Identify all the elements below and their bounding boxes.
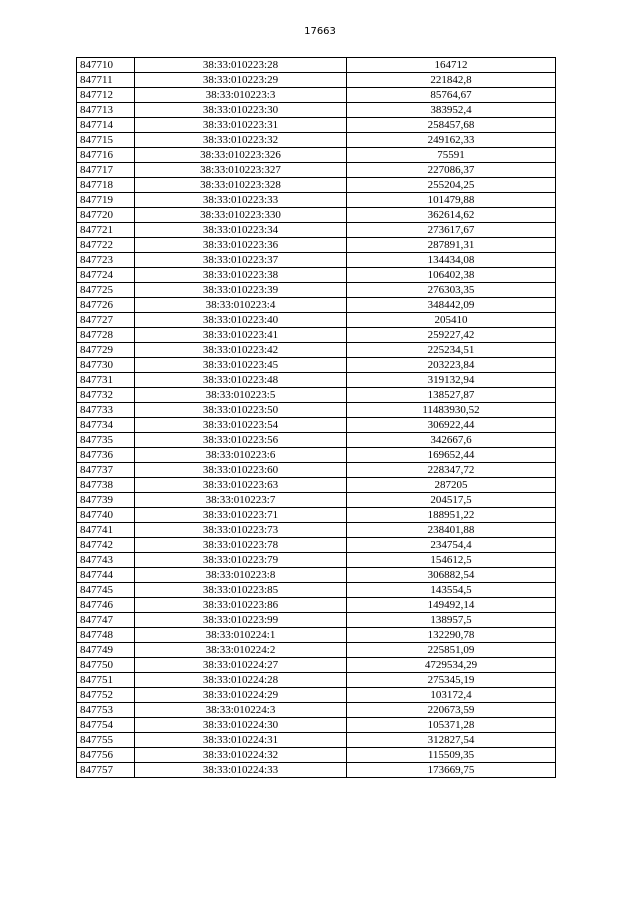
table-row (77, 628, 556, 643)
cadastral-value-cell: 134434,08 (347, 253, 556, 268)
cadastral-value-cell: 255204,25 (347, 178, 556, 193)
cadastral-value-cell: 273617,67 (347, 223, 556, 238)
cadastral-value-table (76, 57, 556, 778)
row-number-cell: 847711 (77, 73, 135, 88)
row-number-cell: 847727 (77, 313, 135, 328)
cadastral-number-cell: 38:33:010224:2 (135, 643, 347, 658)
row-number-cell: 847732 (77, 388, 135, 403)
cadastral-value-cell: 362614,62 (347, 208, 556, 223)
table-row (77, 418, 556, 433)
cadastral-value-cell: 287205 (347, 478, 556, 493)
cadastral-value-cell: 169652,44 (347, 448, 556, 463)
table-row (77, 508, 556, 523)
cadastral-value-cell: 149492,14 (347, 598, 556, 613)
row-number-cell: 847746 (77, 598, 135, 613)
table-row (77, 163, 556, 178)
row-number-cell: 847719 (77, 193, 135, 208)
row-number-cell: 847717 (77, 163, 135, 178)
row-number-cell: 847722 (77, 238, 135, 253)
cadastral-number-cell: 38:33:010223:41 (135, 328, 347, 343)
table-row (77, 583, 556, 598)
row-number-cell: 847723 (77, 253, 135, 268)
row-number-cell: 847751 (77, 673, 135, 688)
cadastral-number-cell: 38:33:010223:30 (135, 103, 347, 118)
cadastral-value-cell: 238401,88 (347, 523, 556, 538)
cadastral-number-cell: 38:33:010223:36 (135, 238, 347, 253)
row-number-cell: 847720 (77, 208, 135, 223)
cadastral-value-cell: 75591 (347, 148, 556, 163)
cadastral-number-cell: 38:33:010223:73 (135, 523, 347, 538)
cadastral-value-cell: 11483930,52 (347, 403, 556, 418)
cadastral-value-cell: 275345,19 (347, 673, 556, 688)
cadastral-number-cell: 38:33:010223:71 (135, 508, 347, 523)
cadastral-number-cell: 38:33:010224:29 (135, 688, 347, 703)
table-row (77, 763, 556, 778)
cadastral-value-cell: 85764,67 (347, 88, 556, 103)
cadastral-number-cell: 38:33:010224:31 (135, 733, 347, 748)
cadastral-value-cell: 227086,37 (347, 163, 556, 178)
row-number-cell: 847755 (77, 733, 135, 748)
row-number-cell: 847752 (77, 688, 135, 703)
row-number-cell: 847750 (77, 658, 135, 673)
table-row (77, 193, 556, 208)
table-row (77, 253, 556, 268)
table-row (77, 493, 556, 508)
cadastral-value-cell: 188951,22 (347, 508, 556, 523)
table-row (77, 553, 556, 568)
row-number-cell: 847736 (77, 448, 135, 463)
table-row (77, 433, 556, 448)
row-number-cell: 847749 (77, 643, 135, 658)
cadastral-value-cell: 4729534,29 (347, 658, 556, 673)
cadastral-value-cell: 234754,4 (347, 538, 556, 553)
cadastral-number-cell: 38:33:010223:63 (135, 478, 347, 493)
cadastral-value-cell: 249162,33 (347, 133, 556, 148)
row-number-cell: 847747 (77, 613, 135, 628)
row-number-cell: 847748 (77, 628, 135, 643)
cadastral-number-cell: 38:33:010224:32 (135, 748, 347, 763)
cadastral-value-cell: 173669,75 (347, 763, 556, 778)
cadastral-number-cell: 38:33:010223:40 (135, 313, 347, 328)
row-number-cell: 847757 (77, 763, 135, 778)
cadastral-number-cell: 38:33:010223:45 (135, 358, 347, 373)
table-row (77, 238, 556, 253)
cadastral-number-cell: 38:33:010223:86 (135, 598, 347, 613)
cadastral-value-cell: 312827,54 (347, 733, 556, 748)
row-number-cell: 847728 (77, 328, 135, 343)
row-number-cell: 847742 (77, 538, 135, 553)
row-number-cell: 847710 (77, 58, 135, 73)
row-number-cell: 847754 (77, 718, 135, 733)
table-row (77, 523, 556, 538)
cadastral-value-cell: 221842,8 (347, 73, 556, 88)
cadastral-number-cell: 38:33:010223:78 (135, 538, 347, 553)
table-row (77, 673, 556, 688)
cadastral-value-cell: 306922,44 (347, 418, 556, 433)
row-number-cell: 847731 (77, 373, 135, 388)
row-number-cell: 847753 (77, 703, 135, 718)
table-row (77, 343, 556, 358)
cadastral-number-cell: 38:33:010223:34 (135, 223, 347, 238)
table-row (77, 448, 556, 463)
cadastral-value-cell: 143554,5 (347, 583, 556, 598)
cadastral-number-cell: 38:33:010223:85 (135, 583, 347, 598)
cadastral-value-cell: 132290,78 (347, 628, 556, 643)
cadastral-number-cell: 38:33:010223:28 (135, 58, 347, 73)
cadastral-number-cell: 38:33:010223:39 (135, 283, 347, 298)
table-row (77, 703, 556, 718)
row-number-cell: 847740 (77, 508, 135, 523)
row-number-cell: 847726 (77, 298, 135, 313)
row-number-cell: 847721 (77, 223, 135, 238)
row-number-cell: 847729 (77, 343, 135, 358)
cadastral-value-cell: 259227,42 (347, 328, 556, 343)
cadastral-value-cell: 205410 (347, 313, 556, 328)
cadastral-number-cell: 38:33:010223:8 (135, 568, 347, 583)
cadastral-number-cell: 38:33:010223:326 (135, 148, 347, 163)
table-row (77, 643, 556, 658)
row-number-cell: 847734 (77, 418, 135, 433)
cadastral-value-cell: 319132,94 (347, 373, 556, 388)
cadastral-number-cell: 38:33:010223:327 (135, 163, 347, 178)
cadastral-value-cell: 203223,84 (347, 358, 556, 373)
cadastral-value-cell: 228347,72 (347, 463, 556, 478)
cadastral-number-cell: 38:33:010223:5 (135, 388, 347, 403)
page-number: 17663 (304, 26, 336, 37)
cadastral-number-cell: 38:33:010224:1 (135, 628, 347, 643)
cadastral-number-cell: 38:33:010223:99 (135, 613, 347, 628)
table-row (77, 388, 556, 403)
table-row (77, 268, 556, 283)
table-row (77, 598, 556, 613)
cadastral-value-cell: 348442,09 (347, 298, 556, 313)
cadastral-number-cell: 38:33:010223:328 (135, 178, 347, 193)
table-row (77, 298, 556, 313)
row-number-cell: 847730 (77, 358, 135, 373)
row-number-cell: 847741 (77, 523, 135, 538)
table-row (77, 58, 556, 73)
cadastral-number-cell: 38:33:010223:3 (135, 88, 347, 103)
table-body (77, 58, 556, 778)
cadastral-value-cell: 306882,54 (347, 568, 556, 583)
row-number-cell: 847739 (77, 493, 135, 508)
table-row (77, 103, 556, 118)
row-number-cell: 847712 (77, 88, 135, 103)
cadastral-number-cell: 38:33:010223:7 (135, 493, 347, 508)
cadastral-number-cell: 38:33:010224:28 (135, 673, 347, 688)
table-row (77, 658, 556, 673)
row-number-cell: 847715 (77, 133, 135, 148)
cadastral-value-cell: 164712 (347, 58, 556, 73)
row-number-cell: 847718 (77, 178, 135, 193)
row-number-cell: 847735 (77, 433, 135, 448)
table-row (77, 283, 556, 298)
cadastral-number-cell: 38:33:010223:60 (135, 463, 347, 478)
cadastral-value-cell: 138957,5 (347, 613, 556, 628)
row-number-cell: 847738 (77, 478, 135, 493)
table-row (77, 208, 556, 223)
cadastral-number-cell: 38:33:010223:31 (135, 118, 347, 133)
cadastral-value-cell: 106402,38 (347, 268, 556, 283)
cadastral-number-cell: 38:33:010223:48 (135, 373, 347, 388)
cadastral-value-cell: 225234,51 (347, 343, 556, 358)
table-row (77, 313, 556, 328)
table-row (77, 328, 556, 343)
table-row (77, 748, 556, 763)
cadastral-number-cell: 38:33:010223:38 (135, 268, 347, 283)
cadastral-value-cell: 204517,5 (347, 493, 556, 508)
row-number-cell: 847743 (77, 553, 135, 568)
cadastral-value-cell: 342667,6 (347, 433, 556, 448)
table-row (77, 373, 556, 388)
row-number-cell: 847737 (77, 463, 135, 478)
cadastral-value-cell: 258457,68 (347, 118, 556, 133)
cadastral-number-cell: 38:33:010223:32 (135, 133, 347, 148)
row-number-cell: 847733 (77, 403, 135, 418)
table-row (77, 688, 556, 703)
row-number-cell: 847744 (77, 568, 135, 583)
cadastral-value-cell: 383952,4 (347, 103, 556, 118)
table-row (77, 538, 556, 553)
cadastral-value-cell: 101479,88 (347, 193, 556, 208)
cadastral-value-cell: 154612,5 (347, 553, 556, 568)
cadastral-value-cell: 276303,35 (347, 283, 556, 298)
table-row (77, 223, 556, 238)
cadastral-number-cell: 38:33:010223:37 (135, 253, 347, 268)
cadastral-number-cell: 38:33:010224:30 (135, 718, 347, 733)
cadastral-number-cell: 38:33:010223:33 (135, 193, 347, 208)
table-row (77, 613, 556, 628)
cadastral-number-cell: 38:33:010223:29 (135, 73, 347, 88)
row-number-cell: 847725 (77, 283, 135, 298)
row-number-cell: 847716 (77, 148, 135, 163)
table-row (77, 118, 556, 133)
table-row (77, 733, 556, 748)
table-row (77, 478, 556, 493)
row-number-cell: 847745 (77, 583, 135, 598)
cadastral-value-cell: 105371,28 (347, 718, 556, 733)
table-row (77, 88, 556, 103)
table-row (77, 358, 556, 373)
cadastral-number-cell: 38:33:010223:56 (135, 433, 347, 448)
row-number-cell: 847713 (77, 103, 135, 118)
row-number-cell: 847724 (77, 268, 135, 283)
cadastral-number-cell: 38:33:010224:27 (135, 658, 347, 673)
table-row (77, 568, 556, 583)
cadastral-number-cell: 38:33:010223:6 (135, 448, 347, 463)
table-row (77, 73, 556, 88)
cadastral-number-cell: 38:33:010223:54 (135, 418, 347, 433)
cadastral-number-cell: 38:33:010224:33 (135, 763, 347, 778)
cadastral-number-cell: 38:33:010223:330 (135, 208, 347, 223)
cadastral-value-cell: 115509,35 (347, 748, 556, 763)
cadastral-value-cell: 220673,59 (347, 703, 556, 718)
table-row (77, 403, 556, 418)
row-number-cell: 847714 (77, 118, 135, 133)
cadastral-value-cell: 103172,4 (347, 688, 556, 703)
cadastral-value-cell: 138527,87 (347, 388, 556, 403)
row-number-cell: 847756 (77, 748, 135, 763)
table-row (77, 463, 556, 478)
cadastral-number-cell: 38:33:010223:4 (135, 298, 347, 313)
table-row (77, 178, 556, 193)
table-row (77, 133, 556, 148)
table-row (77, 148, 556, 163)
cadastral-number-cell: 38:33:010224:3 (135, 703, 347, 718)
cadastral-value-cell: 287891,31 (347, 238, 556, 253)
cadastral-number-cell: 38:33:010223:42 (135, 343, 347, 358)
cadastral-number-cell: 38:33:010223:79 (135, 553, 347, 568)
cadastral-number-cell: 38:33:010223:50 (135, 403, 347, 418)
cadastral-value-cell: 225851,09 (347, 643, 556, 658)
table-row (77, 718, 556, 733)
